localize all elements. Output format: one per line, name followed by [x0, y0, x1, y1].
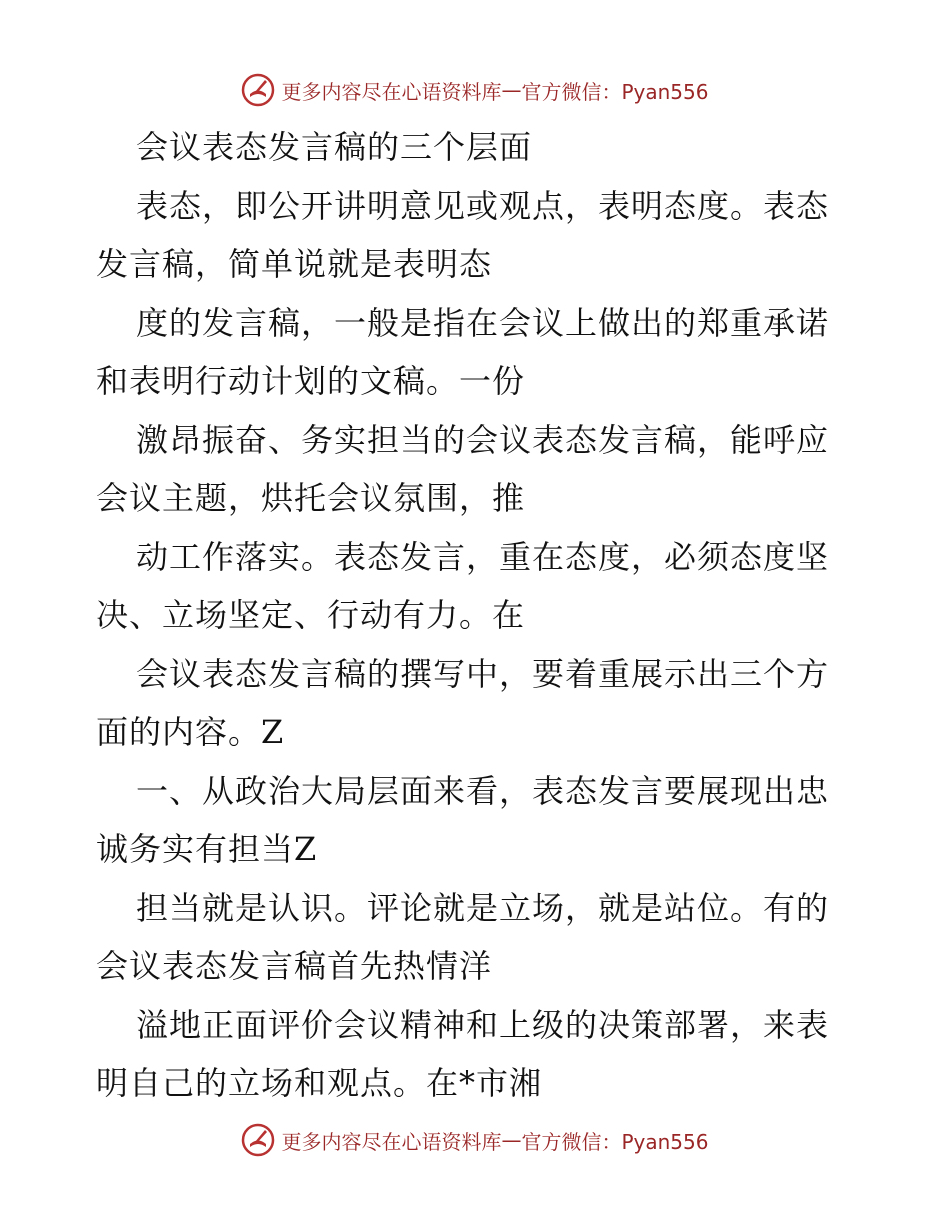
text-line: 激昂振奋、务实担当的会议表态发言稿，能呼应: [136, 420, 830, 459]
text-line: 担当就是认识。评论就是立场，就是站位。有的: [136, 888, 830, 927]
text-line: 一、从政治大局层面来看，表态发言要展现出忠: [136, 771, 830, 810]
banner-text: 更多内容尽在心语资料库: [281, 79, 502, 104]
text-line: 会议主题，烘托会议氛围，推: [96, 479, 526, 517]
banner-separator: —: [501, 78, 522, 102]
banner-separator: —: [501, 1128, 522, 1152]
text-line: 和表明行动计划的文稿。一份: [96, 362, 526, 400]
banner-wechat: 官方微信：Pyan556: [521, 1129, 709, 1154]
text-line: 会议表态发言稿的三个层面: [136, 128, 533, 166]
text-line: 决、立场坚定、行动有力。在: [96, 596, 526, 634]
text-line: 溢地正面评价会议精神和上级的决策部署，来表: [136, 1005, 830, 1044]
book-quill-icon: [241, 1123, 275, 1157]
footer-watermark-banner: [0, 1120, 950, 1160]
header-watermark-banner: [0, 70, 950, 110]
text-line: 面的内容。Z: [96, 713, 285, 751]
text-line: 度的发言稿，一般是指在会议上做出的郑重承诺: [136, 303, 830, 342]
text-line: 表态，即公开讲明意见或观点，表明态度。表态: [136, 186, 830, 225]
text-line: 会议表态发言稿的撰写中，要着重展示出三个方: [136, 654, 830, 693]
text-line: 明自己的立场和观点。在*市湘: [96, 1064, 543, 1102]
text-line: 发言稿，简单说就是表明态: [96, 245, 493, 283]
book-quill-icon: [241, 73, 275, 107]
text-line: 会议表态发言稿首先热情洋: [96, 947, 493, 985]
text-line: 诚务实有担当Z: [96, 830, 318, 868]
banner-wechat: 官方微信：Pyan556: [521, 79, 709, 104]
banner-text: 更多内容尽在心语资料库: [281, 1129, 502, 1154]
document-body: [96, 118, 856, 1113]
text-line: 动工作落实。表态发言，重在态度，必须态度坚: [136, 537, 830, 576]
